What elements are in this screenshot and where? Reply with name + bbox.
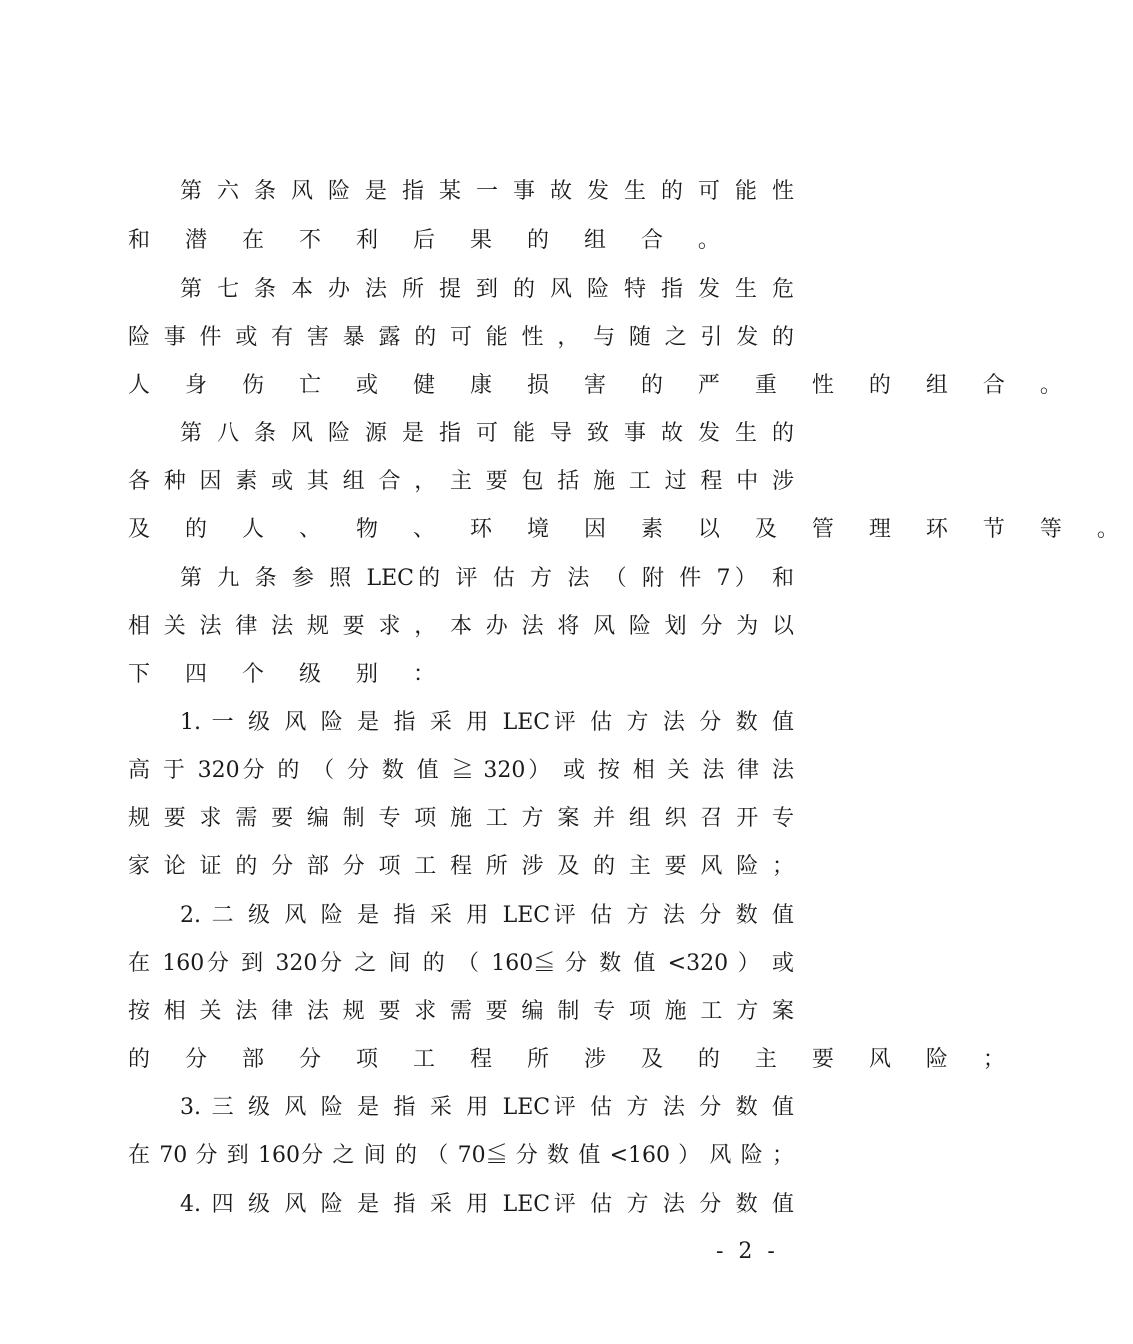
level-2-line-1: 2. 二 级 风 险 是 指 采 用 LEC评 估 方 法 分 数 值 [180, 903, 794, 928]
level-2-line-3: 按 相 关 法 律 法 规 要 求 需 要 编 制 专 项 施 工 方 案 [128, 999, 794, 1024]
article-9-line-2: 相 关 法 律 法 规 要 求 ， 本 办 法 将 风 险 划 分 为 以 [128, 614, 794, 639]
article-7-line-1: 第 七 条 本 办 法 所 提 到 的 风 险 特 指 发 生 危 [180, 277, 794, 302]
level-3-line-2: 在 70 分 到 160分 之 间 的 （ 70≦ 分 数 值 <160 ） 风 险 ； [128, 1143, 794, 1168]
level-2-line-2: 在 160分 到 320分 之 间 的 （ 160≦ 分 数 值 <320 ） 或 [128, 951, 794, 976]
article-8-line-1: 第 八 条 风 险 源 是 指 可 能 导 致 事 故 发 生 的 [180, 421, 794, 446]
article-9-line-3: 下 四 个 级 别 ： [128, 662, 449, 687]
article-7-line-3: 人 身 伤 亡 或 健 康 损 害 的 严 重 性 的 组 合 。 [128, 373, 1076, 398]
level-1-line-4: 家 论 证 的 分 部 分 项 工 程 所 涉 及 的 主 要 风 险 ； [128, 854, 794, 879]
article-9-line-1: 第 九 条 参 照 LEC的 评 估 方 法 （ 附 件 7） 和 [180, 566, 794, 591]
article-8-line-2: 各 种 因 素 或 其 组 合 ， 主 要 包 括 施 工 过 程 中 涉 [128, 469, 794, 494]
level-1-line-3: 规 要 求 需 要 编 制 专 项 施 工 方 案 并 组 织 召 开 专 [128, 806, 794, 831]
level-2-line-4: 的 分 部 分 项 工 程 所 涉 及 的 主 要 风 险 ； [128, 1047, 1019, 1072]
level-1-line-2: 高 于 320分 的 （ 分 数 值 ≧ 320） 或 按 相 关 法 律 法 [128, 758, 794, 783]
article-8-line-3: 及 的 人 、 物 、 环 境 因 素 以 及 管 理 环 节 等 。 [128, 517, 1133, 542]
level-4-line-1: 4. 四 级 风 险 是 指 采 用 LEC评 估 方 法 分 数 值 [180, 1192, 794, 1217]
level-1-line-1: 1. 一 级 风 险 是 指 采 用 LEC评 估 方 法 分 数 值 [180, 710, 794, 735]
article-6-line-2: 和 潜 在 不 利 后 果 的 组 合 。 [128, 228, 734, 253]
level-3-line-1: 3. 三 级 风 险 是 指 采 用 LEC评 估 方 法 分 数 值 [180, 1095, 794, 1120]
article-7-line-2: 险 事 件 或 有 害 暴 露 的 可 能 性 ， 与 随 之 引 发 的 [128, 325, 794, 350]
page-number: - 2 - [716, 1239, 779, 1264]
article-6-line-1: 第 六 条 风 险 是 指 某 一 事 故 发 生 的 可 能 性 [180, 179, 794, 204]
